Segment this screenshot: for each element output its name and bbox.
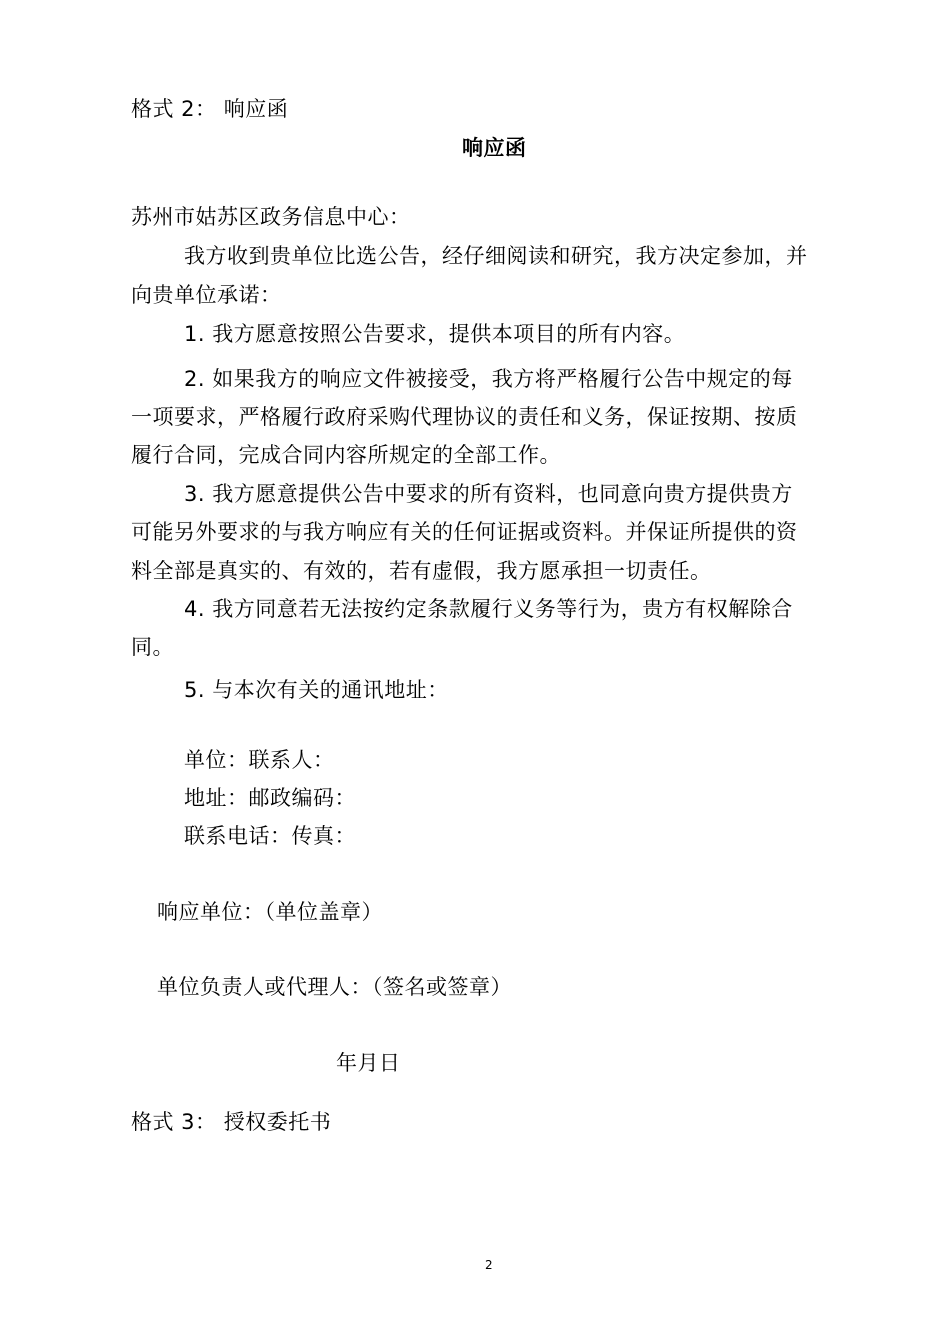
format-3-label: 格式 3： 授权委托书 [131,1110,332,1134]
item-1-line-1: 1. 我方愿意按照公告要求，提供本项目的所有内容。 [184,322,686,346]
intro-paragraph-line-2: 向贵单位承诺： [131,283,282,307]
address-postcode-line: 地址：邮政编码： [184,786,356,810]
representative-line: 单位负责人或代理人：（签名或签章） [157,975,512,999]
item-2-line-2: 一项要求，严格履行政府采购代理协议的责任和义务，保证按期、按质 [131,405,798,429]
format-2-label: 格式 2： 响应函 [131,97,289,121]
item-2-line-3: 履行合同，完成合同内容所规定的全部工作。 [131,443,561,467]
date-line: 年月日 [336,1051,401,1075]
page-number: 2 [485,1258,493,1272]
item-3-line-1: 3. 我方愿意提供公告中要求的所有资料，也同意向贵方提供贵方 [184,482,793,506]
item-2-line-1: 2. 如果我方的响应文件被接受，我方将严格履行公告中规定的每 [184,367,793,391]
phone-fax-line: 联系电话：传真： [184,824,356,848]
item-5-line-1: 5. 与本次有关的通讯地址： [184,678,449,702]
item-3-line-3: 料全部是真实的、有效的，若有虚假，我方愿承担一切责任。 [131,559,712,583]
document-title: 响应函 [462,136,527,160]
unit-contact-line: 单位：联系人： [184,748,335,772]
item-4-line-2: 同。 [131,635,174,659]
item-4-line-1: 4. 我方同意若无法按约定条款履行义务等行为，贵方有权解除合 [184,597,793,621]
recipient-line: 苏州市姑苏区政务信息中心： [131,205,411,229]
item-3-line-2: 可能另外要求的与我方响应有关的任何证据或资料。并保证所提供的资 [131,520,798,544]
intro-paragraph-line-1: 我方收到贵单位比选公告，经仔细阅读和研究，我方决定参加，并 [184,244,808,268]
responding-unit-line: 响应单位：（单位盖章） [157,900,383,924]
